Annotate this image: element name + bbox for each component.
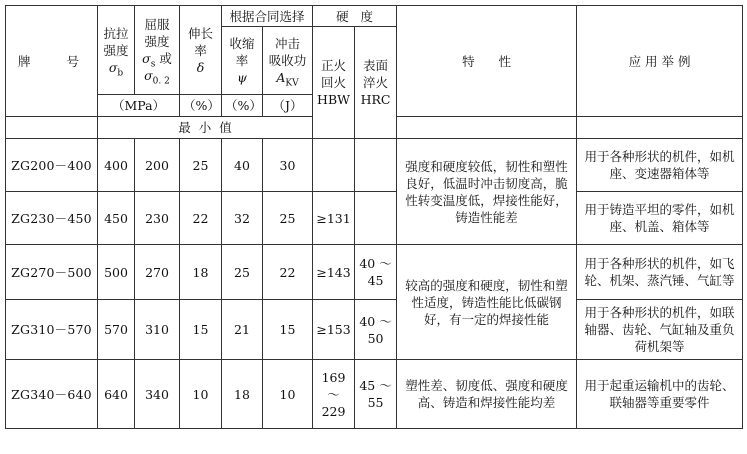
yield-cell: 310	[135, 300, 180, 360]
tensile-cell: 450	[98, 192, 135, 245]
feature-cell: 较高的强度和硬度，韧性和塑性适度，铸造性能比低碳钢好，有一定的焊接性能	[397, 245, 577, 360]
elongation-cell: 18	[180, 245, 222, 300]
table-row	[6, 360, 743, 429]
grade-cell: ZG340－640	[6, 360, 98, 429]
grade-header: 牌 号	[6, 6, 98, 117]
yield-cell: 230	[135, 192, 180, 245]
application-cell: 用于起重运输机中的齿轮、联轴器等重要零件	[577, 360, 743, 429]
feature-header-spacer	[397, 117, 577, 139]
impact-header: 冲击 吸收功 $A_{KV}$	[263, 27, 313, 95]
hrc-cell: 40 ～ 45	[355, 245, 397, 300]
tensile-cell: 500	[98, 245, 135, 300]
unit-percent-reduction: （%）	[222, 95, 263, 117]
normalize-hbw-header: 正火 回火 HBW	[313, 27, 355, 139]
table-row	[6, 300, 743, 360]
grade-cell: ZG200－400	[6, 139, 98, 192]
reduction-cell: 21	[222, 300, 263, 360]
elongation-cell: 25	[180, 139, 222, 192]
elongation-cell: 22	[180, 192, 222, 245]
impact-cell: 22	[263, 245, 313, 300]
unit-mpa: （MPa）	[98, 95, 180, 117]
table-row	[6, 139, 743, 192]
hardness-header: 硬 度	[313, 6, 397, 27]
tensile-cell: 400	[98, 139, 135, 192]
yield-cell: 270	[135, 245, 180, 300]
hrc-cell: 40 ～ 50	[355, 300, 397, 360]
yield-cell: 340	[135, 360, 180, 429]
grade-header-spacer	[6, 117, 98, 139]
hbw-cell: 169 ～ 229	[313, 360, 355, 429]
application-header: 应 用 举 例	[577, 6, 743, 117]
impact-cell: 30	[263, 139, 313, 192]
hbw-cell: ≥131	[313, 192, 355, 245]
steel-properties-table	[5, 5, 743, 429]
feature-cell: 强度和硬度较低，韧性和塑性良好，低温时冲击韧度高，脆性转变温度低，焊接性能好，铸造性能差	[397, 139, 577, 245]
tensile-cell: 570	[98, 300, 135, 360]
hbw-cell: ≥153	[313, 300, 355, 360]
reduction-cell: 40	[222, 139, 263, 192]
application-cell: 用于铸造平坦的零件，如机座、机盖、箱体等	[577, 192, 743, 245]
hbw-cell	[313, 139, 355, 192]
application-cell: 用于各种形状的机件，如机座、变速器箱体等	[577, 139, 743, 192]
surface-hrc-header: 表面 淬火 HRC	[355, 27, 397, 139]
unit-percent-elongation: （%）	[180, 95, 222, 117]
unit-joule: （J）	[263, 95, 313, 117]
hrc-cell	[355, 139, 397, 192]
application-cell: 用于各种形状的机件，如飞轮、机架、蒸汽锤、气缸等	[577, 245, 743, 300]
hbw-cell: ≥143	[313, 245, 355, 300]
reduction-cell: 18	[222, 360, 263, 429]
contract-choice-header: 根据合同选择	[222, 6, 313, 27]
reduction-cell: 32	[222, 192, 263, 245]
grade-cell: ZG270－500	[6, 245, 98, 300]
elongation-cell: 15	[180, 300, 222, 360]
impact-cell: 10	[263, 360, 313, 429]
yield-cell: 200	[135, 139, 180, 192]
elongation-header: 伸长 率 δ	[180, 6, 222, 95]
reduction-cell: 25	[222, 245, 263, 300]
header-row-1	[6, 6, 743, 27]
elongation-cell: 10	[180, 360, 222, 429]
hrc-cell: 45 ～ 55	[355, 360, 397, 429]
min-value-label: 最 小 值	[98, 117, 313, 139]
impact-cell: 25	[263, 192, 313, 245]
table-row	[6, 192, 743, 245]
feature-cell: 塑性差、韧度低、强度和硬度高、铸造和焊接性能均差	[397, 360, 577, 429]
reduction-header: 收缩 率 ψ	[222, 27, 263, 95]
grade-cell: ZG230－450	[6, 192, 98, 245]
tensile-header: 抗拉 强度 $\sigma_b$	[98, 6, 135, 95]
impact-cell: 15	[263, 300, 313, 360]
tensile-cell: 640	[98, 360, 135, 429]
yield-header: 屈服 强度 $\sigma_s$ 或 $\sigma_{0. 2}$	[135, 6, 180, 95]
application-header-spacer	[577, 117, 743, 139]
application-cell: 用于各种形状的机件，如联轴器、齿轮、气缸轴及重负荷机架等	[577, 300, 743, 360]
hrc-cell	[355, 192, 397, 245]
grade-cell: ZG310－570	[6, 300, 98, 360]
feature-header: 特 性	[397, 6, 577, 117]
table-row	[6, 245, 743, 300]
